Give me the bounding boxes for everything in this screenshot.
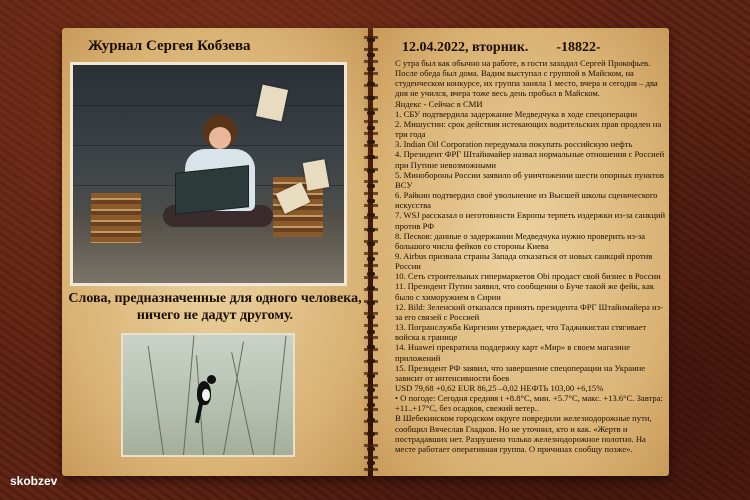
binding-ring [367, 315, 375, 319]
girl-face [209, 127, 231, 149]
binding-ring [367, 447, 375, 451]
entry-line: 4. Президент ФРГ Штайнмайер назвал нормальные отношения с Россией при Путине невозможными [395, 149, 665, 170]
twig [273, 336, 287, 455]
binding-ring [367, 359, 375, 363]
book-stack [91, 193, 141, 243]
entry-line: 6. Райкин подтвердил своё увольнение из Высшей школы сценического искусства [395, 190, 658, 211]
journal-title: Журнал Сергея Кобзева [88, 38, 251, 54]
binding-ring [367, 140, 375, 144]
magpie-belly [202, 389, 210, 401]
entry-line: 8. Песков: данные о задержании Медведчука нужно проверить из-за большого числа фейков со стороны Киева [395, 230, 646, 251]
binding-ring [367, 461, 375, 465]
binding-ring [367, 257, 375, 261]
binding-ring [367, 388, 375, 392]
binding-ring [367, 418, 375, 422]
entry-line: 13. Погранслужба Киргизии утверждает, что Таджикистан стягивает войска к границе [395, 322, 647, 343]
entry-line: 11. Президент Путин заявил, что сообщения о Буче такой же фейк, как было с химоружием в Сирии [395, 281, 655, 302]
entry-line: С утра был как обычно на работе, в гости заходил Сергей Прокофьев. После обеда был дома. Вадим выступал с группой в Майском, на студенческом конкурсе, их группа заняла 1 место, вчера и сегодня – два дня не учился, вчера тоже весь день пробыл в Майском. [395, 58, 658, 99]
girl-reading-photo [70, 62, 347, 286]
quote-text: Слова, предназначенные для одного человека, ничего не дадут другому. [68, 291, 362, 323]
entry-line: 14. Huawei прекратила поддержку карт «Мир» в своем магазине приложений [395, 342, 631, 363]
journal-entry [395, 58, 667, 454]
magpie-tail [195, 403, 203, 423]
magpie-head [207, 375, 216, 384]
entry-line: 15. Президент РФ заявил, что завершение спецоперации на Украине зависит от интенсивности боев [395, 362, 646, 383]
binding-ring [367, 184, 375, 188]
binding-ring [367, 213, 375, 217]
twig [148, 346, 164, 455]
open-book [175, 165, 249, 215]
binding-ring [367, 82, 375, 86]
twig [183, 335, 194, 455]
entry-line: • О погоде: Сегодня средняя t +8.8°C, мин. +5.7°C, макс. +13.6°C. Завтра: +11..+17°C, без осадков, свежий ветер.. [395, 393, 663, 414]
entry-line: 3. Indian Oil Corporation передумала покупать российскую нефть [395, 139, 633, 150]
twig [231, 352, 254, 455]
wall-line [73, 145, 344, 146]
binding-ring [367, 242, 375, 246]
entry-line: USD 79,68 +0,62 EUR 86,25 –0,02 НЕФТЬ 103,00 +6,15% [395, 383, 604, 393]
entry-line: Яндекс - Сейчас в СМИ [395, 98, 483, 109]
binding-ring [367, 38, 375, 42]
binding-ring [367, 432, 375, 436]
binding-ring [367, 403, 375, 407]
binding-ring [367, 53, 375, 57]
binding-ring [367, 330, 375, 334]
entry-line: В Шебекинском городском округе повредили железнодорожные пути, сообщил Вячеслав Гладков. Но не уточнил, кто и как. «Жертв и пострадавших нет. Разрушено только железнодорожное полотно. На месте работает оперативная группа. О причинах сообщу позже». [395, 413, 652, 454]
entry-line: 2. Мишустин: срок действия истекающих водительских прав продлен на три года [395, 118, 662, 140]
entry-line: 1. СБУ подтвердила задержание Медведчука в ходе спецоперации [395, 108, 638, 119]
binding-ring [367, 126, 375, 130]
flying-page [256, 85, 288, 122]
binding-ring [367, 199, 375, 203]
binding-ring [367, 96, 375, 100]
entry-line: 12. Bild: Зеленский отказался принять президента ФРГ Штайнмайера из-за его связей с Россией [395, 301, 663, 322]
binding-ring [367, 374, 375, 378]
binding-ring [367, 301, 375, 305]
binding-ring [367, 345, 375, 349]
binding-ring [367, 228, 375, 232]
wall-line [73, 105, 344, 106]
watermark: skobzev [10, 474, 58, 488]
binding-ring [367, 111, 375, 115]
entry-line: 5. Минобороны России заявило об уничтожении шести опорных пунктов ВСУ [395, 169, 664, 190]
entry-date: 12.04.2022, вторник. -18822- [402, 40, 601, 55]
binding-ring [367, 67, 375, 71]
entry-line: 9. Airbus призвала страны Запада отказаться от новых санкций против России [395, 250, 653, 272]
entry-line: 7. WSJ рассказал о неготовности Европы терпеть издержки из-за санкций против РФ [395, 210, 666, 231]
binding-ring [367, 286, 375, 290]
binding-ring [367, 155, 375, 159]
entry-line: 10. Сеть строительных гипермаркетов Obi продаст свой бизнес в России [395, 271, 661, 282]
binding-ring [367, 169, 375, 173]
magpie-photo [121, 333, 295, 457]
binding-ring [367, 272, 375, 276]
flying-page [303, 159, 330, 190]
